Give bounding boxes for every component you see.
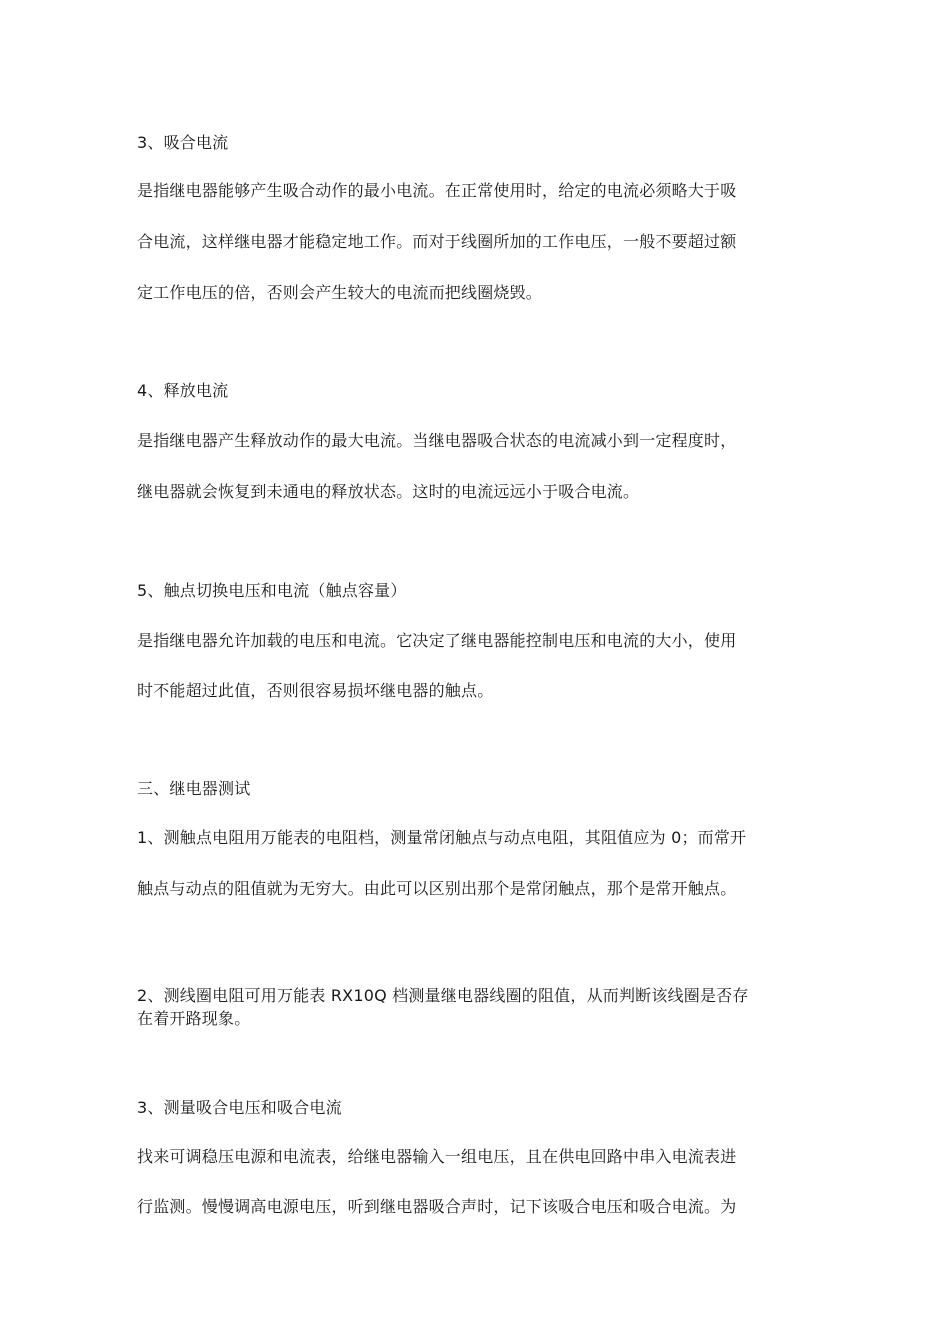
- paragraph-line: 1、测触点电阻用万能表的电阻档，测量常闭触点与动点电阻，其阻值应为 0；而常开: [137, 828, 747, 847]
- paragraph-line: 合电流，这样继电器才能稳定地工作。而对于线圈所加的工作电压，一般不要超过额: [137, 232, 737, 251]
- section-heading-pull-in-current: 3、吸合电流: [137, 133, 229, 152]
- paragraph-line: 找来可调稳压电源和电流表，给继电器输入一组电压，且在供电回路中串入电流表进: [137, 1147, 737, 1166]
- paragraph-line: 行监测。慢慢调高电源电压，听到继电器吸合声时，记下该吸合电压和吸合电流。为: [137, 1197, 737, 1216]
- paragraph-line: 定工作电压的倍，否则会产生较大的电流而把线圈烧毁。: [137, 283, 543, 302]
- paragraph-line: 时不能超过此值，否则很容易损坏继电器的触点。: [137, 681, 494, 700]
- paragraph-line: 2、测线圈电阻可用万能表 RX10Q 档测量继电器线圈的阻值，从而判断该线圈是否存: [137, 986, 749, 1005]
- paragraph-line: 是指继电器产生释放动作的最大电流。当继电器吸合状态的电流减小到一定程度时，: [137, 431, 737, 450]
- paragraph-line: 是指继电器允许加载的电压和电流。它决定了继电器能控制电压和电流的大小，使用: [137, 631, 737, 650]
- section-heading-release-current: 4、释放电流: [137, 381, 229, 400]
- paragraph-line: 是指继电器能够产生吸合动作的最小电流。在正常使用时，给定的电流必须略大于吸: [137, 181, 737, 200]
- paragraph-line: 继电器就会恢复到未通电的释放状态。这时的电流远远小于吸合电流。: [137, 482, 640, 501]
- paragraph-line: 触点与动点的阻值就为无穷大。由此可以区别出那个是常闭触点，那个是常开触点。: [137, 879, 737, 898]
- section-heading-contact-capacity: 5、触点切换电压和电流（触点容量）: [137, 581, 407, 600]
- paragraph-line: 在着开路现象。: [137, 1009, 251, 1028]
- section-heading-measure-pull-in: 3、测量吸合电压和吸合电流: [137, 1098, 342, 1117]
- section-heading-relay-testing: 三、继电器测试: [137, 779, 251, 798]
